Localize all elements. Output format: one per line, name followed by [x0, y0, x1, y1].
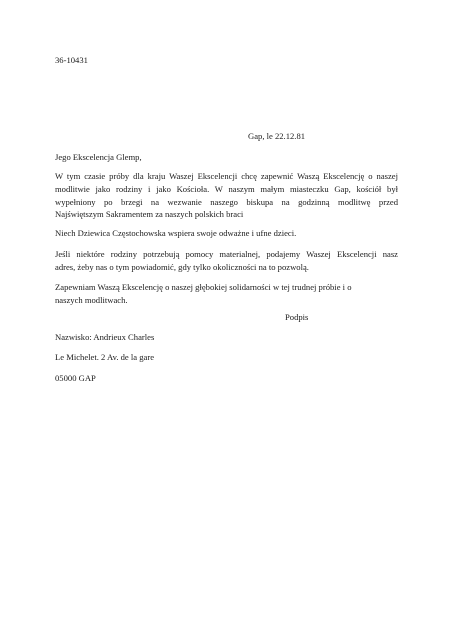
paragraph-1-line: W tym czasie próby dla kraju Waszej Ekscelencji chcę zapewnić Waszą Ekscelencję o naszej: [55, 171, 398, 181]
paragraph-2: [55, 227, 398, 240]
letter-date: Gap, le 22.12.81: [248, 131, 306, 141]
paragraph-4: [55, 281, 398, 307]
greeting: Jego Ekscelencja Glemp,: [55, 152, 142, 162]
paragraph-1-line: Najświętszym Sakramentem za naszych polskich braci: [55, 209, 244, 220]
paragraph-1-line: wypełniony po brzegi na wezwanie naszego biskupa na godzinną modlitwę przed: [55, 196, 398, 207]
paragraph-4-line: naszych modlitwach.: [55, 294, 128, 305]
signature-label: Podpis: [285, 312, 309, 322]
paragraph-3-line: adres, żeby nas o tym powiadomić, gdy tylko okoliczności na to pozwolą.: [55, 261, 309, 272]
reference-number: 36-10431: [55, 55, 88, 65]
paragraph-1: [55, 170, 398, 221]
paragraph-4-line: Zapewniam Waszą Ekscelencję o naszej głębokiej solidarności w tej trudnej próbie i o: [55, 282, 352, 292]
address-line-2: 05000 GAP: [55, 373, 96, 383]
sender-name: Nazwisko: Andrieux Charles: [55, 332, 155, 342]
address-line-1: Le Michelet. 2 Av. de la gare: [55, 352, 155, 362]
paragraph-1-line: modlitwie jako rodziny i jako Kościoła. W naszym małym miasteczku Gap, kościół był: [55, 183, 398, 194]
paragraph-3-line: Jeśli niektóre rodziny potrzebują pomocy materialnej, podajemy Waszej Ekscelencji nasz: [55, 249, 398, 259]
paragraph-2-line: Niech Dziewica Częstochowska wspiera swoje odważne i ufne dzieci.: [55, 228, 297, 238]
paragraph-3: [55, 248, 398, 274]
